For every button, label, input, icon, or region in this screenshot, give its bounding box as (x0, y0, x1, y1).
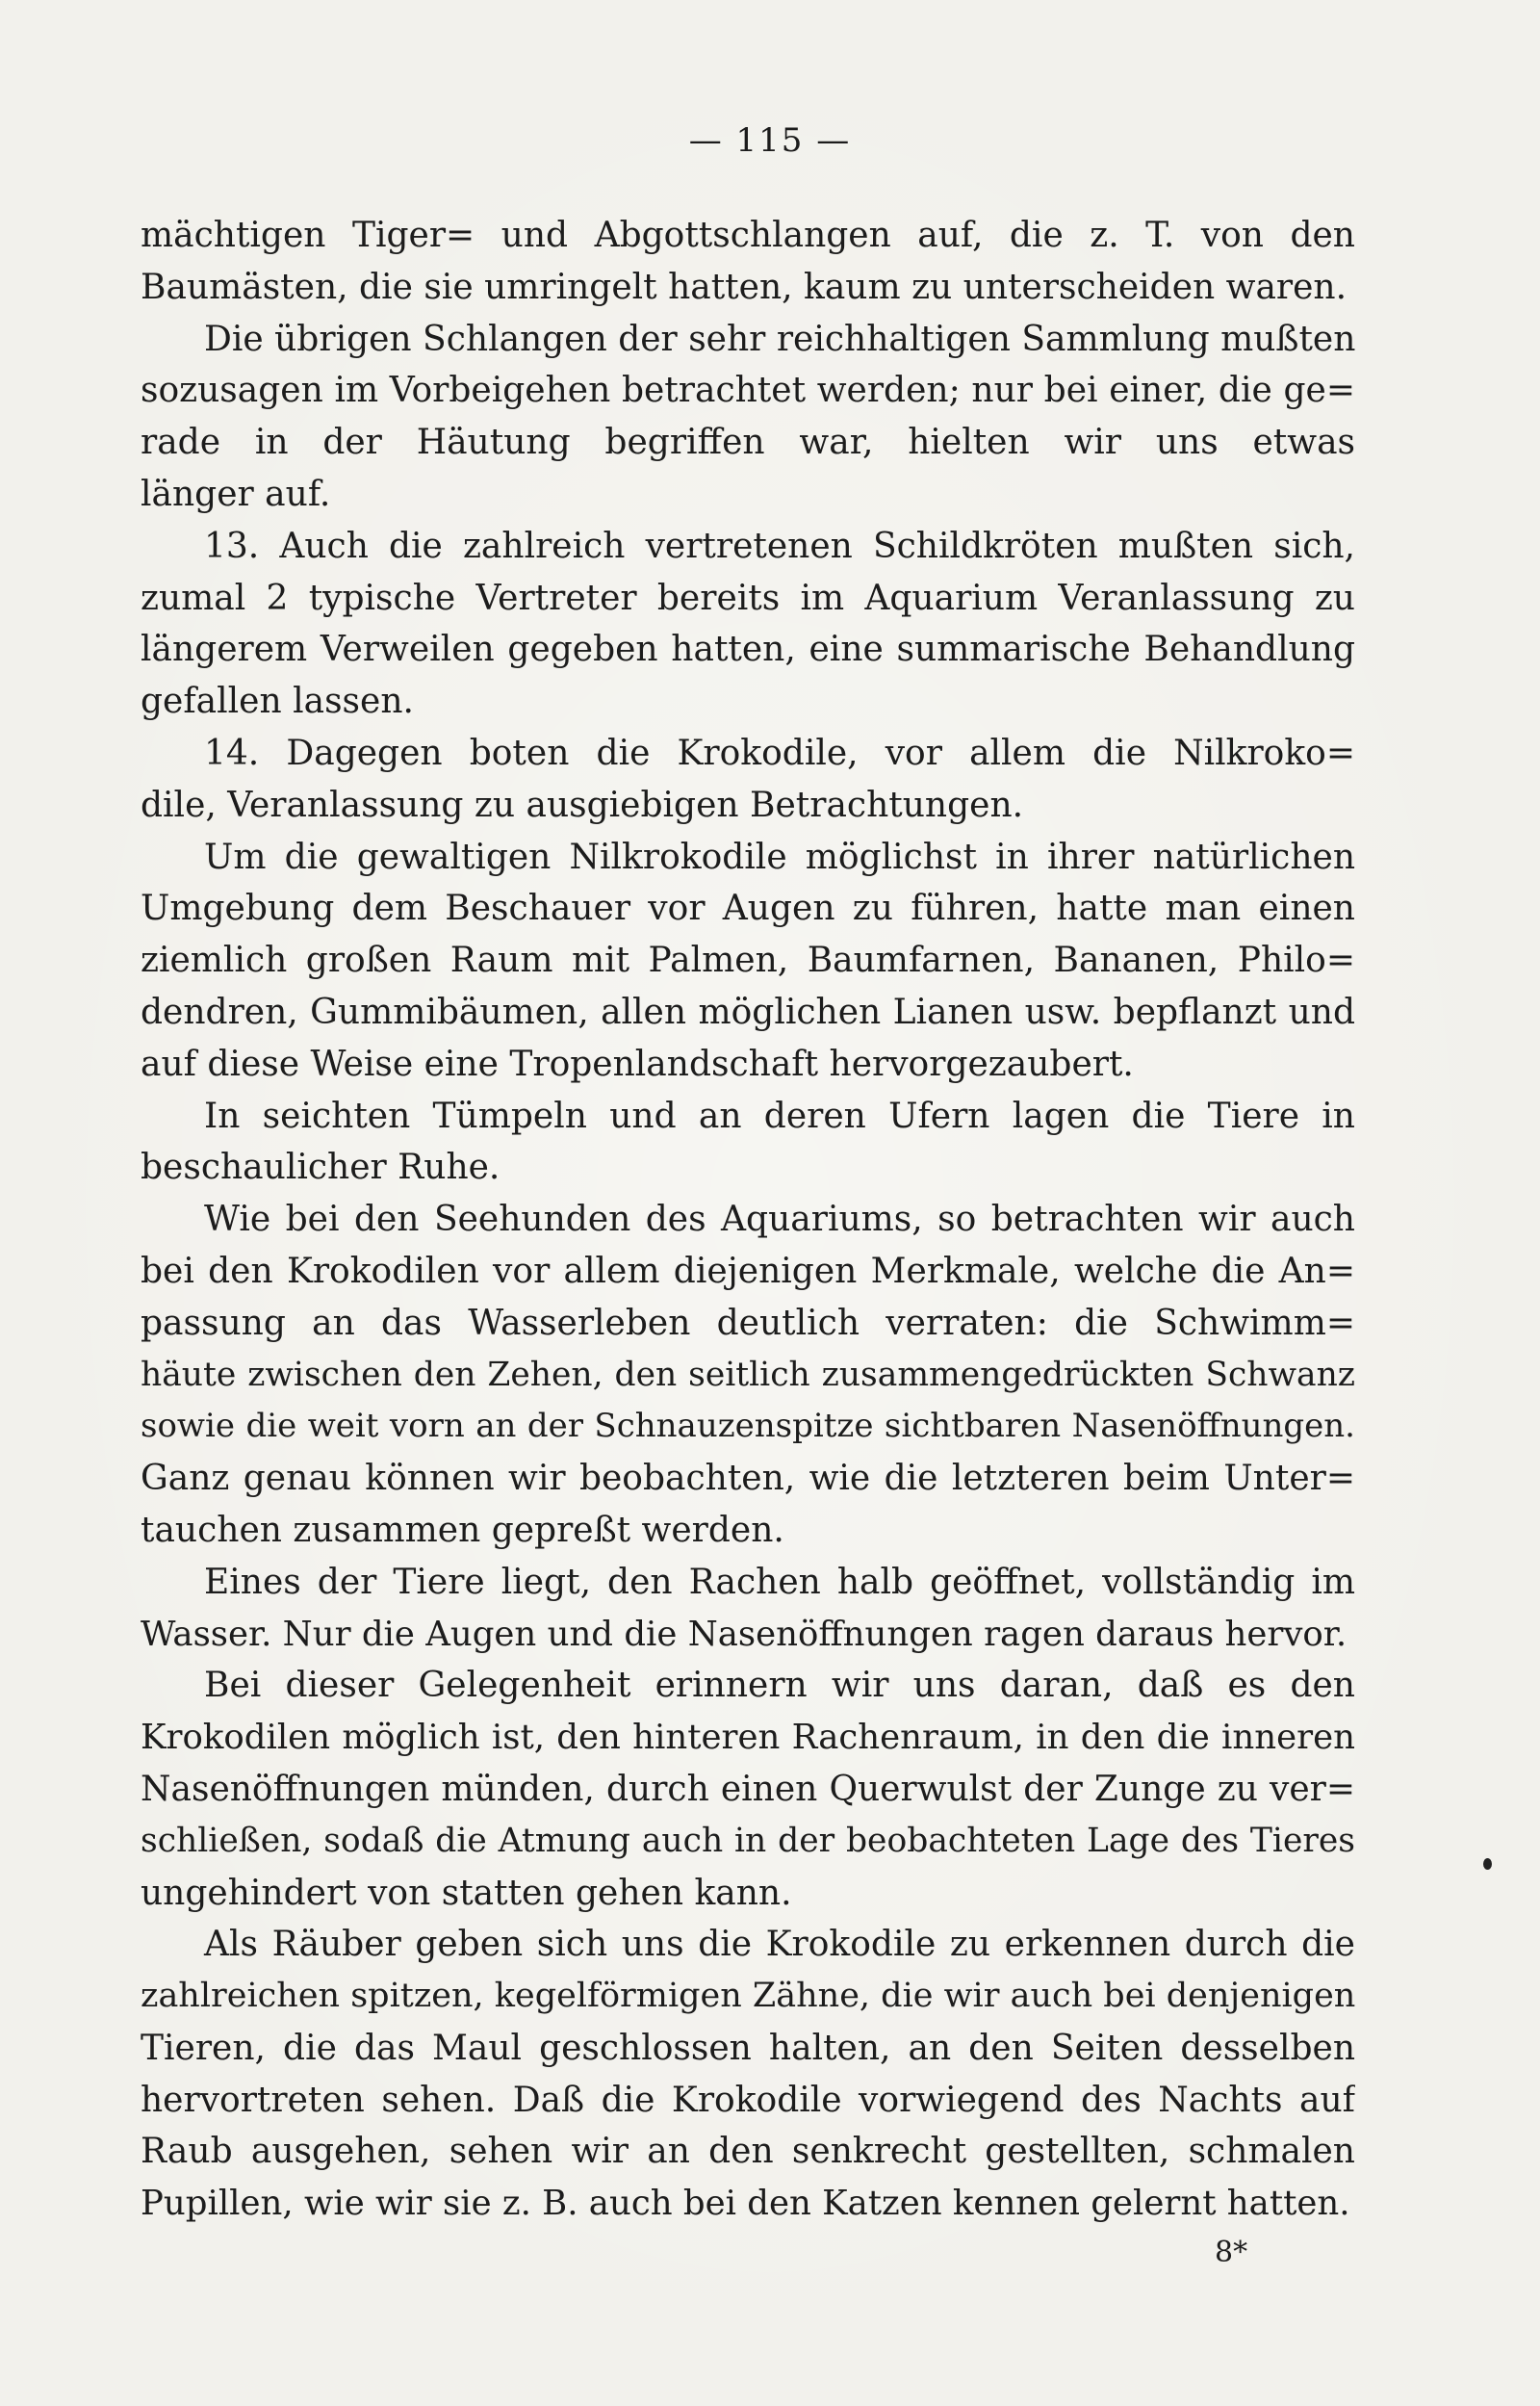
text-line: schließen, sodaß die Atmung auch in der beobachteten Lage des Tieres (141, 1821, 1355, 1860)
text-line: zumal 2 typische Vertreter bereits im Aquarium Veranlassung zu (141, 578, 1355, 618)
text-line: beschaulicher Ruhe. (141, 1148, 500, 1188)
ink-speck (1483, 1858, 1492, 1870)
text-line: Um die gewaltigen Nilkrokodile möglichst in ihrer natürlichen (204, 837, 1355, 877)
text-line: Baumästen, die sie umringelt hatten, kaum zu unterscheiden waren. (141, 267, 1348, 307)
signature-mark: 8* (1215, 2236, 1248, 2269)
text-line: Wasser. Nur die Augen und die Nasenöffnungen ragen daraus hervor. (141, 1614, 1348, 1654)
text-line: Umgebung dem Beschauer vor Augen zu führen, hatte man einen (141, 889, 1355, 929)
text-line: rade in der Häutung begriffen war, hielten wir uns etwas (141, 423, 1355, 463)
text-line: 14. Dagegen boten die Krokodile, vor allem die Nilkroko= (204, 733, 1355, 773)
text-line: hervortreten sehen. Daß die Krokodile vorwiegend des Nachts auf (141, 2080, 1355, 2120)
text-line: mächtigen Tiger= und Abgottschlangen auf, die z. T. von den (141, 216, 1355, 255)
text-line: Eines der Tiere liegt, den Rachen halb geöffnet, vollständig im (204, 1562, 1355, 1602)
text-line: 13. Auch die zahlreich vertretenen Schildkröten mußten sich, (204, 526, 1355, 566)
text-line: Die übrigen Schlangen der sehr reichhaltigen Sammlung mußten (204, 319, 1355, 359)
text-line: Als Räuber geben sich uns die Krokodile zu erkennen durch die (204, 1925, 1355, 1965)
text-line: zahlreichen spitzen, kegelförmigen Zähne, die wir auch bei denjenigen (141, 1977, 1355, 2016)
text-line: länger auf. (141, 474, 331, 514)
text-line: tauchen zusammen gepreßt werden. (141, 1510, 784, 1550)
text-line: Tieren, die das Maul geschlossen halten, an den Seiten desselben (141, 2028, 1355, 2068)
text-line: Wie bei den Seehunden des Aquariums, so betrachten wir auch (204, 1200, 1355, 1240)
text-line: Pupillen, wie wir sie z. B. auch bei den Katzen kennen gelernt hatten. (141, 2184, 1350, 2224)
text-line: In seichten Tümpeln und an deren Ufern lagen die Tiere in (204, 1096, 1355, 1136)
text-line: Nasenöffnungen münden, durch einen Querwulst der Zunge zu ver= (141, 1769, 1355, 1809)
page-number: — 115 — (688, 121, 852, 160)
body-text (141, 210, 1355, 2230)
text-line: dile, Veranlassung zu ausgiebigen Betrachtungen. (141, 785, 1024, 825)
text-line: bei den Krokodilen vor allem diejenigen Merkmale, welche die An= (141, 1251, 1355, 1291)
text-line: häute zwischen den Zehen, den seitlich zusammengedrückten Schwanz (141, 1355, 1355, 1394)
text-line: sowie die weit vorn an der Schnauzenspitze sichtbaren Nasenöffnungen. (141, 1407, 1355, 1446)
text-line: Krokodilen möglich ist, den hinteren Rachenraum, in den die inneren (141, 1718, 1355, 1758)
text-line: gefallen lassen. (141, 682, 414, 722)
text-line: längerem Verweilen gegeben hatten, eine summarische Behandlung (141, 630, 1355, 670)
text-line: Ganz genau können wir beobachten, wie die letzteren beim Unter= (141, 1459, 1355, 1499)
text-line: sozusagen im Vorbeigehen betrachtet werden; nur bei einer, die ge= (141, 371, 1355, 411)
text-line: auf diese Weise eine Tropenlandschaft hervorgezaubert. (141, 1044, 1134, 1084)
text-line: dendren, Gummibäumen, allen möglichen Lianen usw. bepflanzt und (141, 992, 1355, 1032)
text-line: ungehindert von statten gehen kann. (141, 1873, 792, 1913)
text-line: passung an das Wasserleben deutlich verraten: die Schwimm= (141, 1303, 1355, 1343)
text-line: Raub ausgehen, sehen wir an den senkrecht gestellten, schmalen (141, 2132, 1355, 2172)
text-line: Bei dieser Gelegenheit erinnern wir uns daran, daß es den (204, 1666, 1355, 1706)
text-line: ziemlich großen Raum mit Palmen, Baumfarnen, Bananen, Philo= (141, 941, 1355, 981)
